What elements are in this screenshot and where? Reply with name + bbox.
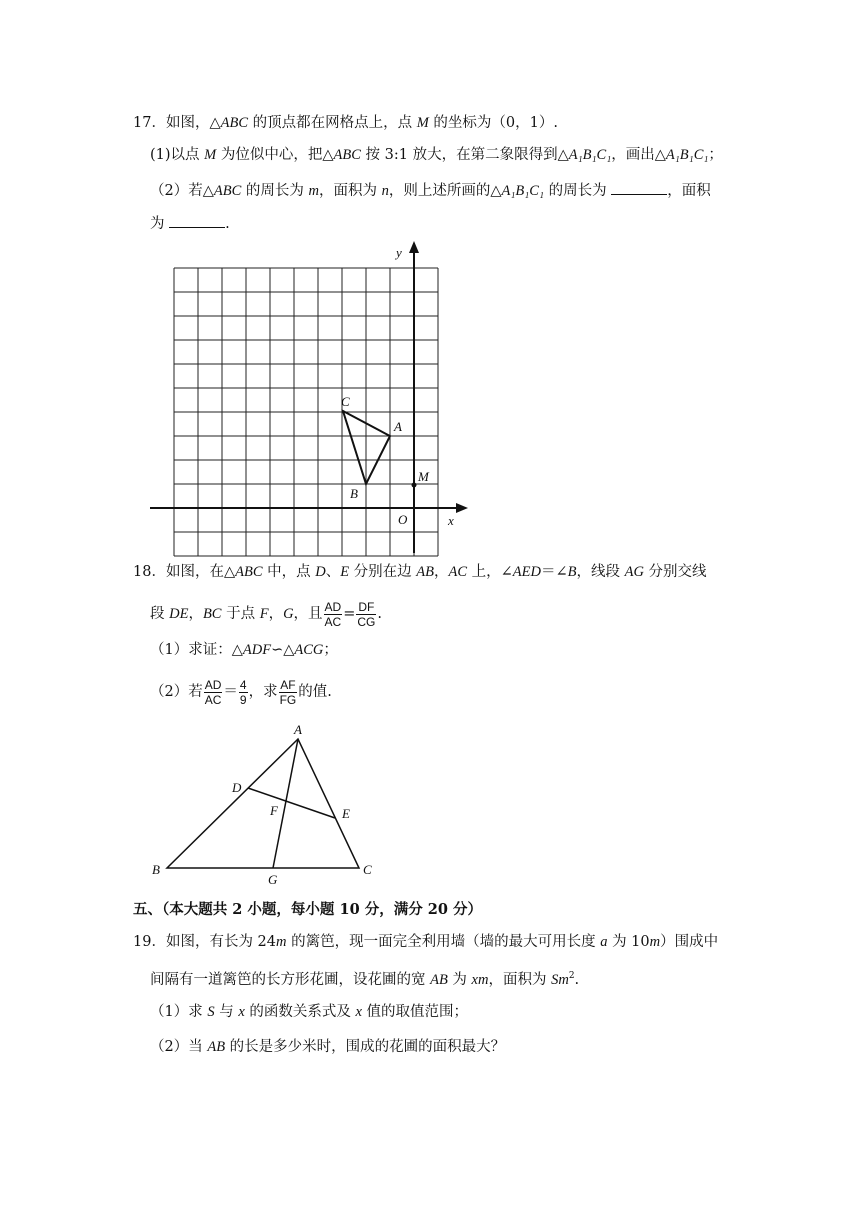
point-M	[412, 483, 417, 488]
label-C: C	[363, 862, 372, 877]
y-axis-label: y	[396, 245, 402, 260]
q17-grid-figure	[140, 235, 480, 560]
q17-part1: (1)以点 M 为位似中心，把△ABC 按 3:1 放大，在第二象限得到△A₁B₁C₁，画出△A₁B₁C₁；	[150, 147, 723, 163]
q19-part1: （1）求 S 与 x 的函数关系式及 x 值的取值范围；	[150, 1004, 469, 1020]
q18-part1: （1）求证：△ADF∽△ACG；	[150, 642, 338, 658]
fraction-af-fg: $\frac{AF}{FG}$	[279, 677, 297, 707]
q19-stem-cont: 间隔有一道篱笆的长方形花圃，设花圃的宽 AB 为 xm，面积为 Sm$^2$.	[150, 971, 580, 988]
fraction-4-9: $\frac{4}{9}$	[239, 677, 247, 707]
label-D: D	[232, 780, 242, 795]
label-B: B	[350, 486, 358, 501]
q19-stem: 19．如图，有长为 24m 的篱笆，现一面完全利用墙（墙的最大可用长度 a 为 10m）围成中	[133, 934, 719, 950]
triangle-abc-main	[167, 739, 359, 868]
segment-de	[248, 788, 335, 818]
label-B: B	[152, 862, 160, 877]
q18-part2: （2）若 $\frac{AD}{AC}$ ＝ $\frac{4}{9}$ ，求 $\frac{AF}{FG}$ 的值.	[150, 677, 332, 707]
label-A: A	[394, 419, 402, 434]
q17-stem: 17．如图，△ABC 的顶点都在网格点上，点 M 的坐标为（0，1）.	[133, 115, 558, 131]
fraction-ad-ac-2: $\frac{AD}{AC}$	[204, 677, 222, 707]
label-A: A	[294, 722, 302, 737]
fraction-df-cg: $\frac{DF}{CG}$	[357, 599, 376, 629]
x-axis-arrow	[456, 503, 468, 513]
section-heading: 五、（本大题共 2 小题，每小题 10 分，满分 20 分）	[133, 901, 482, 918]
answer-blank-perimeter[interactable]	[611, 180, 667, 195]
q17-part2: （2）若△ABC 的周长为 m，面积为 n，则上述所画的△A₁B₁C₁ 的周长为 ，面积	[150, 180, 711, 201]
label-G: G	[268, 872, 278, 887]
label-C: C	[341, 394, 350, 409]
x-axis-label: x	[448, 513, 454, 528]
origin-label: O	[398, 512, 408, 527]
q18-stem: 18．如图，在△ABC 中，点 D、E 分别在边 AB，AC 上，∠AED＝∠B，线段 AG 分别交线	[133, 564, 707, 580]
q17-part2-cont: 为 .	[150, 213, 230, 234]
answer-blank-area[interactable]	[169, 213, 225, 228]
fraction-ad-ac: $\frac{AD}{AC}$	[324, 599, 342, 629]
q18-stem-cont: 段 DE，BC 于点 F，G，且 $\frac{AD}{AC}$ = $\frac{DF}{CG}$ .	[150, 599, 382, 629]
label-E: E	[342, 806, 350, 821]
q18-triangle-figure	[140, 718, 390, 888]
label-F: F	[270, 803, 278, 818]
label-M: M	[418, 469, 429, 484]
q19-part2: （2）当 AB 的长是多少米时，围成的花圃的面积最大？	[150, 1039, 506, 1055]
y-axis-arrow	[409, 241, 419, 253]
